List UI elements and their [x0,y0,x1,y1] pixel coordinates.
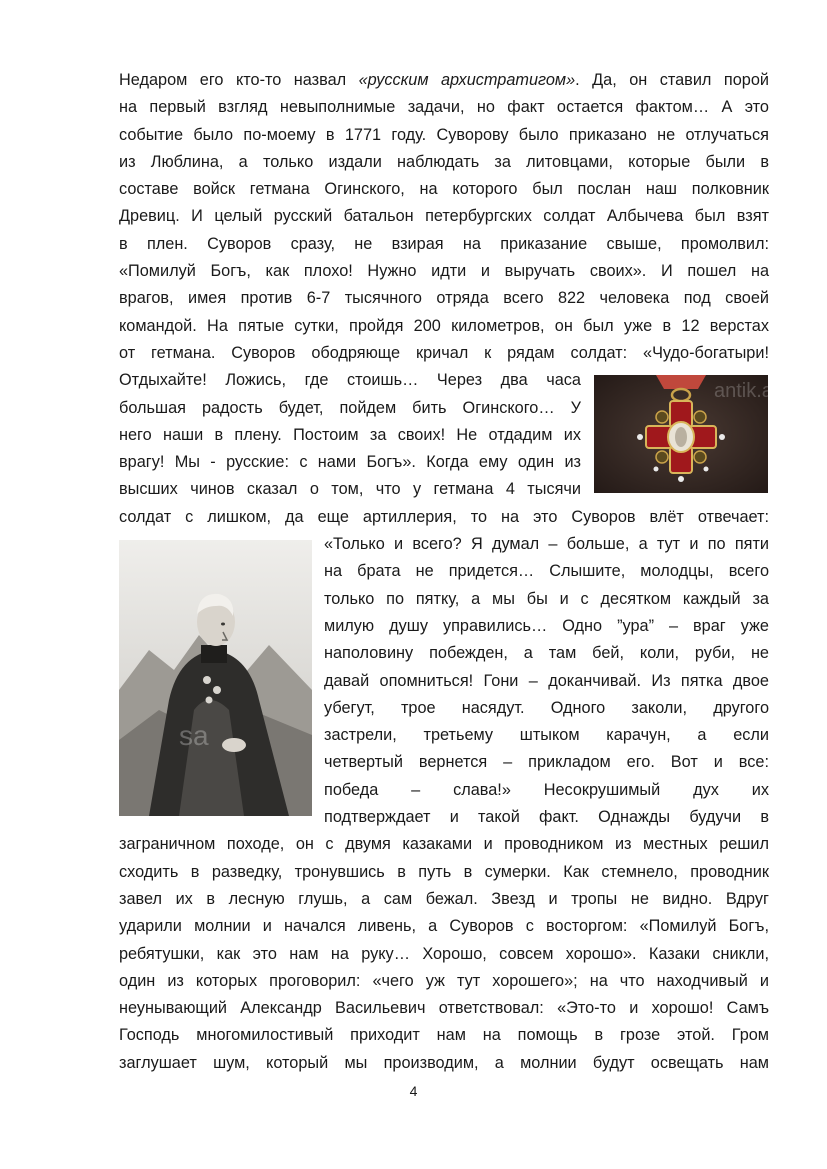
text-line: Господь многомилостивый приходит нам на помощь в грозе этой. Гром [119,1026,769,1045]
text-line: наполовину побежден, а там бей, коли, руби, не [324,644,769,663]
text-line: большая радость будет, пойдем бить Огинского… У [119,398,581,417]
watermark-text: sa [179,720,209,751]
text-line: из Люблина, а только издали наблюдать за литовцами, которые были в [119,152,769,171]
text-line: только по пятку, а мы бы и с десятком каждый за [324,589,769,608]
text-line: врагов, имея против 6-7 тысячного отряда всего 822 человека под своей [119,289,769,308]
text-line: солдат с лишком, да еще артиллерия, то на это Суворов влёт отвечает: [119,507,769,526]
medal-image [594,375,780,493]
text-line: ударили молнии и начался ливень, а Суворов с восторгом: «Помилуй Богъ, [119,917,769,936]
text-line: неунывающий Александр Васильевич ответствовал: «Это-то и хорошо! Самъ [119,999,769,1018]
portrait-illustration [119,540,312,816]
text-line: завел их в лесную глушь, а сам бежал. Звезд и тропы не видно. Вдруг [119,889,769,908]
text-line: сходить в разведку, тронувшись в путь в сумерки. Как стемнело, проводник [119,862,769,881]
text-line: победа – слава!» Несокрушимый дух их [324,780,769,799]
text-line: «Только и всего? Я думал – больше, а тут и по пяти [324,535,769,554]
text-line: Отдыхайте! Ложись, где стоишь… Через два часа [119,371,581,390]
suvorov-portrait-image [119,540,312,816]
text-line: убегут, трое насядут. Одного заколи, другого [324,698,769,717]
watermark-text: antik.ar [714,380,780,402]
text-line: от гетмана. Суворов ободряюще кричал к рядам солдат: «Чудо-богатыри! [119,343,769,362]
text-line: давай опомниться! Гони – доканчивай. Из пятка двое [324,671,769,690]
order-medal-illustration [594,375,780,493]
text-line: в плен. Суворов сразу, не взирая на приказание свыше, промолвил: [119,234,769,253]
text-line: Недаром его кто-то назвал «русским архистратигом». Да, он ставил порой [119,71,769,89]
text-line: четвертый вернется – прикладом его. Вот и все: [324,753,769,772]
text-line: милую душу управились… Одно ”ура” – враг уже [324,616,769,635]
text-line: подтверждает и такой факт. Однажды будучи в [324,808,769,827]
text-line: заглушает шум, который мы производим, а молнии будут освещать нам [119,1053,769,1072]
text-line: командой. На пятые сутки, пройдя 200 километров, он был уже в 12 верстах [119,316,769,335]
text-line: заграничном походе, он с двумя казаками и проводником из местных решил [119,835,769,854]
text-line: ребятушки, как это нам на руку… Хорошо, совсем хорошо». Казаки сникли, [119,944,769,963]
text-line: застрели, третьему штыком карачун, а если [324,726,769,745]
text-line: врагу! Мы - русские: с нами Богъ». Когда ему один из [119,453,581,472]
text-line: один из которых проговорил: «чего уж тут хорошего»; на что находчивый и [119,971,769,990]
text-line: него наши в плену. Постоим за своих! Не отдадим их [119,425,581,444]
page-number: 4 [409,1083,418,1099]
text-line: составе войск гетмана Огинского, на которого был послан наш полковник [119,180,769,199]
text-line: на брата не придется… Слышите, молодцы, всего [324,562,769,581]
text-line: «Помилуй Богъ, как плохо! Нужно идти и выручать своих». И пошел на [119,262,769,281]
text-line: высших чинов сказал о том, что у гетмана 4 тысячи [119,480,581,499]
text-line: событие было по-моему в 1771 году. Суворову было приказано не отлучаться [119,125,769,144]
text-line: на первый взгляд невыполнимые задачи, но факт остается фактом… А это [119,98,769,117]
text-line: Древиц. И целый русский батальон петербургских солдат Албычева был взят [119,207,769,226]
